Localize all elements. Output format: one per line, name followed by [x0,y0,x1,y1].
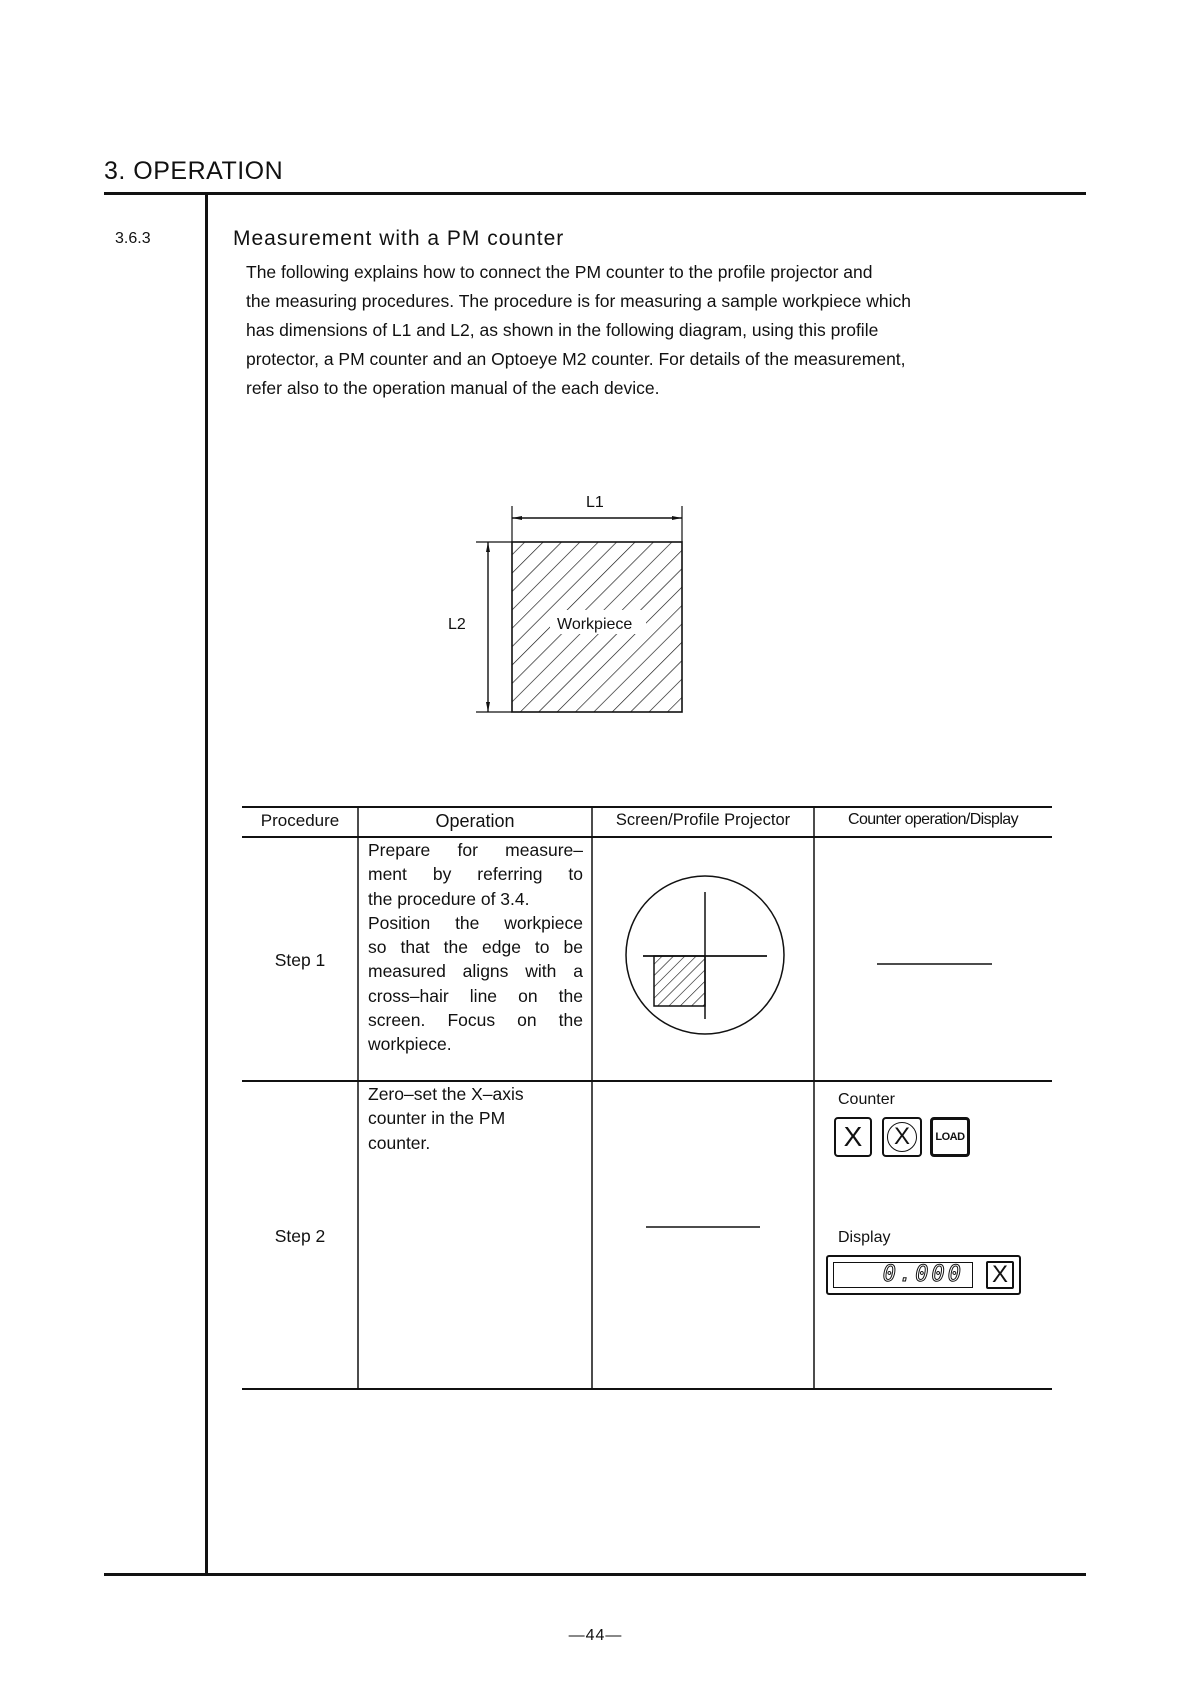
step2-label: Step 2 [274,1226,326,1246]
footer-rule [104,1573,1086,1576]
operation-line: counter. [368,1132,431,1153]
step1-operation [368,838,583,1057]
operation-line: ment by referring to [368,864,583,885]
dimension-l2-label: L2 [448,616,466,633]
operation-line: counter in the PM [368,1108,506,1129]
x-key-glyph: X [843,1121,863,1152]
intro-line: has dimensions of L1 and L2, as shown in the following diagram, using this profile [246,320,879,340]
workpiece-corner [654,956,705,1006]
workpiece-label: Workpiece [557,616,633,633]
dimension-l1-label: L1 [586,494,604,511]
display-readout: 0.000 [833,1262,973,1288]
page-number: —44— [568,1627,623,1644]
step1-label: Step 1 [274,950,326,970]
procedure-table-lines [242,807,1052,1389]
x-zero-set-key[interactable] [882,1117,922,1157]
operation-line: screen. Focus on the [368,1010,583,1031]
intro-line: The following explains how to connect the PM counter to the profile projector and [246,262,873,282]
table-header-counter: Counter operation/Display [848,811,1018,828]
load-key-glyph: LOAD [935,1131,965,1143]
projector-screen-figure [626,876,784,1034]
section-number: 3.6.3 [115,230,151,247]
operation-line: so that the edge to be [368,937,583,958]
x-axis-key[interactable] [834,1117,872,1157]
step2-operation [368,1082,583,1155]
intro-line: the measuring procedures. The procedure is for measuring a sample workpiece which [246,291,912,311]
operation-line: Zero–set the X–axis [368,1084,524,1104]
section-heading: Measurement with a PM counter [233,227,565,250]
workpiece-diagram [476,506,682,712]
operation-line: workpiece. [368,1034,452,1055]
operation-line: Position the workpiece [368,912,583,933]
l1-arrow-left-icon [512,516,522,520]
table-header-operation: Operation [435,811,515,831]
counter-display [826,1255,1021,1295]
l2-arrow-top-icon [486,542,490,552]
display-label: Display [838,1229,891,1246]
operation-line: cross–hair line on the [368,985,583,1006]
table-header-procedure: Procedure [260,811,340,830]
table-header-screen: Screen/Profile Projector [615,811,791,829]
operation-line: Prepare for measure– [368,840,583,860]
display-axis-indicator: X [986,1261,1014,1289]
counter-label: Counter [838,1091,895,1108]
load-key[interactable] [930,1117,970,1157]
l1-arrow-right-icon [672,516,682,520]
l2-arrow-bottom-icon [486,702,490,712]
x-circled-glyph: X [887,1122,917,1152]
intro-line: protector, a PM counter and an Optoeye M2 counter. For details of the measurement, [246,349,906,369]
operation-line: measured aligns with a [368,961,583,982]
operation-line: the procedure of 3.4. [368,888,530,909]
intro-line: refer also to the operation manual of the each device. [246,378,660,398]
section-title: 3. OPERATION [104,157,284,185]
